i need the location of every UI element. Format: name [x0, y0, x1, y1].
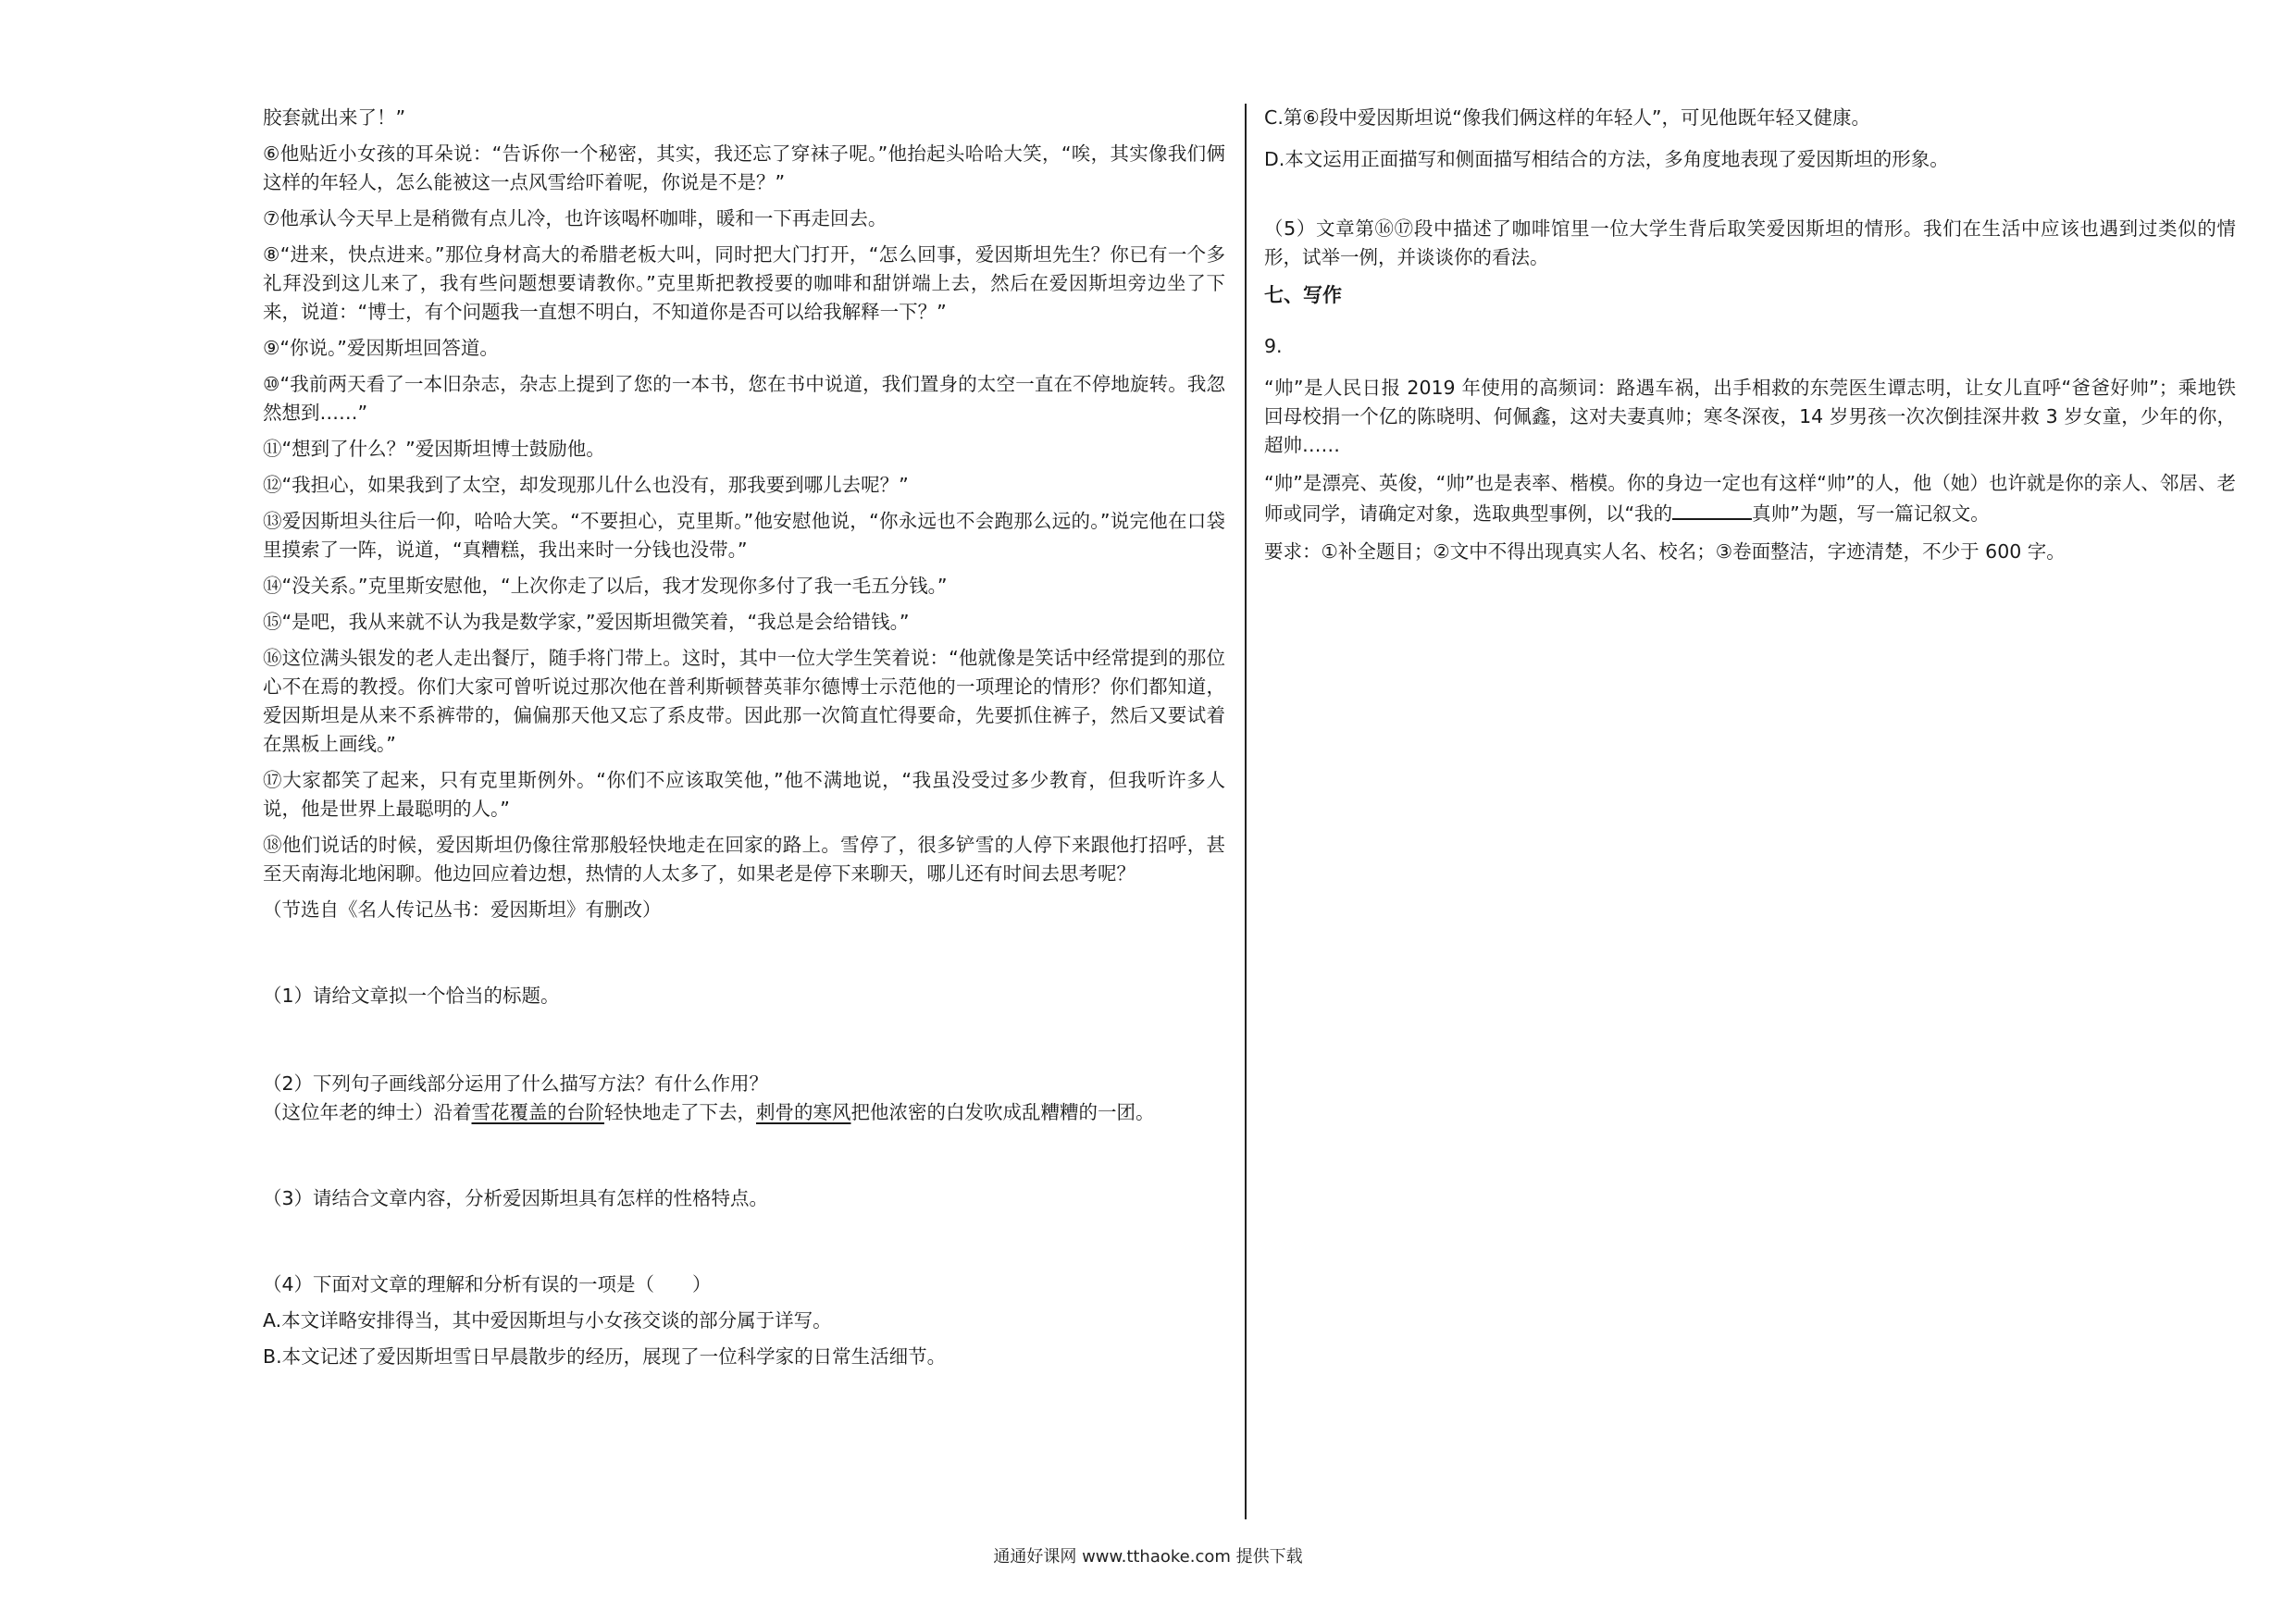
question-4-option-b: B.本文记述了爱因斯坦雪日早晨散步的经历，展现了一位科学家的日常生活细节。	[263, 1345, 947, 1368]
source-note: （节选自《名人传记丛书：爱因斯坦》有删改）	[263, 898, 662, 921]
paragraph: ⑰大家都笑了起来，只有克里斯例外。“你们不应该取笑他，”他不满地说，“我虽没受过多少教育，但我听许多人说，他是世界上最聪明的人。”	[263, 769, 1225, 820]
question-2: （2）下列句子画线部分运用了什么描写方法？有什么作用？	[263, 1072, 769, 1095]
paragraph: 胶套就出来了！”	[263, 106, 406, 129]
paragraph: ⑫“我担心，如果我到了太空，却发现那儿什么也没有，那我要到哪儿去呢？”	[263, 474, 909, 496]
question-4-option-c: C.第⑥段中爱因斯坦说“像我们俩这样的年轻人”，可见他既年轻又健康。	[1264, 106, 1870, 129]
question-9-prompt: “帅”是人民日报 2019 年使用的高频词：路遇车祸，出手相救的东莞医生谭志明，让女儿直呼“爸爸好帅”；乘地铁回母校捐一个亿的陈晓明、何佩鑫，这对夫妻真帅；寒冬深夜，14 岁男孩一次次倒挂深井救 3 岁女童，少年的你，超帅……	[1264, 377, 2236, 456]
paragraph: ⑮“是吧，我从来就不认为我是数学家，”爱因斯坦微笑着，“我总是会给错钱。”	[263, 611, 910, 633]
question-1: （1）请给文章拟一个恰当的标题。	[263, 985, 560, 1007]
paragraph: ⑦他承认今天早上是稍微有点儿冷，也许该喝杯咖啡，暖和一下再走回去。	[263, 207, 887, 229]
question-4-option-d: D.本文运用正面描写和侧面描写相结合的方法，多角度地表现了爱因斯坦的形象。	[1264, 148, 1949, 170]
question-3: （3）请结合文章内容，分析爱因斯坦具有怎样的性格特点。	[263, 1187, 769, 1209]
title-blank	[1672, 498, 1752, 520]
instruction-text: 真帅”为题，写一篇记叙文。	[1752, 502, 1990, 525]
question-9-instructions	[1264, 469, 2236, 528]
paragraph: ⑥他贴近小女孩的耳朵说：“告诉你一个秘密，其实，我还忘了穿袜子呢。”他抬起头哈哈大笑，“唉，其实像我们俩这样的年轻人，怎么能被这一点风雪给吓着呢，你说是不是？”	[263, 142, 1225, 193]
paragraph: ⑯这位满头银发的老人走出餐厅，随手将门带上。这时，其中一位大学生笑着说：“他就像是笑话中经常提到的那位心不在焉的教授。你们大家可曾听说过那次他在普利斯顿替英菲尔德博士示范他的一项理论的情形？你们都知道，爱因斯坦是从来不系裤带的，偏偏那天他又忘了系皮带。因此那一次简直忙得要命，先要抓住裤子，然后又要试着在黑板上画线。”	[263, 647, 1225, 755]
footer-text: 通通好课网 www.tthaoke.com 提供下载	[993, 1547, 1303, 1567]
question-9-requirements: 要求：①补全题目；②文中不得出现真实人名、校名；③卷面整洁，字迹清楚，不少于 600 字。	[1264, 540, 2066, 563]
column-divider	[1245, 104, 1247, 1519]
passage	[263, 104, 1225, 888]
paragraph: ⑩“我前两天看了一本旧杂志，杂志上提到了您的一本书，您在书中说道，我们置身的太空一直在不停地旋转。我忽然想到……”	[263, 373, 1225, 424]
paragraph: ⑪“想到了什么？”爱因斯坦博士鼓励他。	[263, 438, 605, 460]
right-column	[1264, 104, 2236, 566]
left-column	[263, 104, 1225, 1371]
underlined-phrase: 雪花覆盖的台阶	[471, 1101, 604, 1123]
question-9-number: 9.	[1264, 335, 1283, 357]
paragraph: ⑬爱因斯坦头往后一仰，哈哈大笑。“不要担心，克里斯。”他安慰他说，“你永远也不会跑那么远的。”说完他在口袋里摸索了一阵，说道，“真糟糕，我出来时一分钱也没带。”	[263, 510, 1225, 561]
sentence-part: （这位年老的绅士）沿着	[263, 1101, 472, 1123]
question-4: （4）下面对文章的理解和分析有误的一项是（ ）	[263, 1273, 712, 1295]
paragraph: ⑱他们说话的时候，爱因斯坦仍像往常那般轻快地走在回家的路上。雪停了，很多铲雪的人停下来跟他打招呼，甚至天南海北地闲聊。他边回应着边想，热情的人太多了，如果老是停下来聊天，哪儿还有时间去思考呢？	[263, 834, 1225, 885]
question-5: （5）文章第⑯⑰段中描述了咖啡馆里一位大学生背后取笑爱因斯坦的情形。我们在生活中应该也遇到过类似的情形，试举一例，并谈谈你的看法。	[1264, 217, 2236, 268]
instruction-text: “帅”是漂亮、英俊，“帅”也是表率、楷模。你的身边一定也有这样“帅”的人，他（她）也许就是你的亲人、邻居、老师或同学，请确定对象，选取典型事例，以“我的	[1264, 472, 2236, 525]
question-2-sentence	[263, 1098, 1225, 1127]
underlined-phrase: 刺骨的寒风	[756, 1101, 851, 1123]
paragraph: ⑭“没关系。”克里斯安慰他，“上次你走了以后，我才发现你多付了我一毛五分钱。”	[263, 575, 948, 597]
paragraph: ⑧“进来，快点进来。”那位身材高大的希腊老板大叫，同时把大门打开，“怎么回事，爱因斯坦先生？你已有一个多礼拜没到这儿来了，我有些问题想要请教你。”克里斯把教授要的咖啡和甜饼端上去，然后在爱因斯坦旁边坐了下来，说道：“博士，有个问题我一直想不明白，不知道你是否可以给我解释一下？”	[263, 243, 1225, 323]
paragraph: ⑨“你说。”爱因斯坦回答道。	[263, 337, 499, 359]
sentence-part: 把他浓密的白发吹成乱糟糟的一团。	[850, 1101, 1155, 1123]
section-title: 七、写作	[1264, 284, 1342, 306]
question-4-option-a: A.本文详略安排得当，其中爱因斯坦与小女孩交谈的部分属于详写。	[263, 1309, 832, 1332]
sentence-part: 轻快地走了下去，	[604, 1101, 756, 1123]
